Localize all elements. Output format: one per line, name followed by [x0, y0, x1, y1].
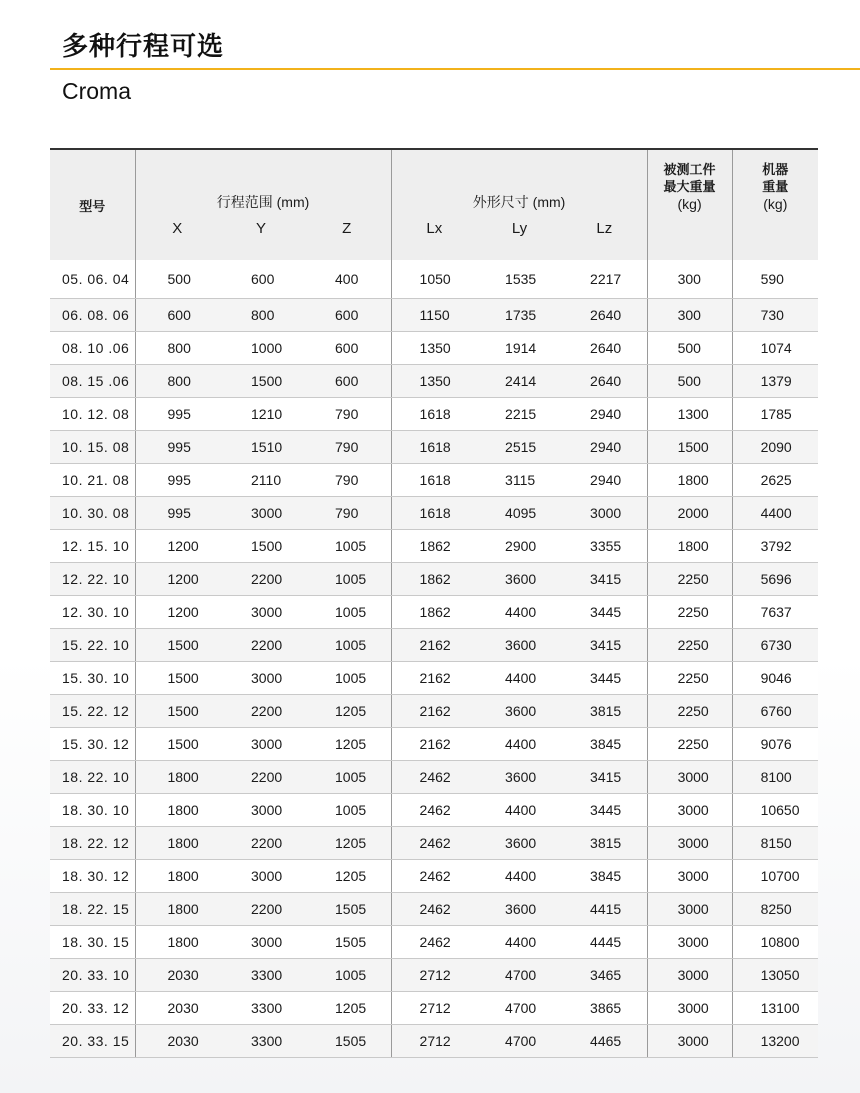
machine-weight-header — [732, 149, 818, 260]
dim-lx-cell: 2462 — [391, 827, 477, 860]
dim-lz-cell: 3445 — [562, 794, 647, 827]
model-cell: 18. 30. 12 — [50, 860, 135, 893]
travel-y-header: Y — [219, 212, 303, 260]
machine-weight-cell: 3792 — [732, 530, 818, 563]
travel-x-cell: 1800 — [135, 827, 219, 860]
travel-y-cell: 2200 — [219, 761, 303, 794]
dim-ly-cell: 1914 — [477, 332, 562, 365]
travel-z-cell: 1005 — [303, 761, 391, 794]
travel-y-cell: 3300 — [219, 959, 303, 992]
travel-y-cell: 3300 — [219, 1025, 303, 1058]
table-row — [50, 1025, 818, 1058]
dim-ly-cell: 2900 — [477, 530, 562, 563]
travel-z-cell: 600 — [303, 332, 391, 365]
travel-z-cell: 1205 — [303, 728, 391, 761]
dim-lz-cell: 4415 — [562, 893, 647, 926]
model-cell: 10. 21. 08 — [50, 464, 135, 497]
max-workpiece-weight-cell: 3000 — [647, 860, 732, 893]
dim-lx-cell: 2162 — [391, 695, 477, 728]
machine-weight-cell: 7637 — [732, 596, 818, 629]
dim-lz-cell: 2940 — [562, 464, 647, 497]
max-workpiece-weight-cell: 3000 — [647, 761, 732, 794]
table-row — [50, 596, 818, 629]
dim-lx-cell: 2712 — [391, 1025, 477, 1058]
dim-lz-cell: 2640 — [562, 299, 647, 332]
dim-ly-cell: 4400 — [477, 728, 562, 761]
travel-y-cell: 600 — [219, 260, 303, 299]
dim-lz-cell: 3815 — [562, 827, 647, 860]
dim-ly-cell: 4400 — [477, 662, 562, 695]
dim-ly-cell: 3600 — [477, 563, 562, 596]
travel-y-cell: 3000 — [219, 794, 303, 827]
table-header-row — [50, 149, 818, 212]
dim-lx-cell: 2712 — [391, 959, 477, 992]
machine-header-line1: 机器 — [762, 163, 789, 178]
travel-z-cell: 790 — [303, 431, 391, 464]
max-workpiece-weight-cell: 300 — [647, 299, 732, 332]
machine-weight-cell: 13200 — [732, 1025, 818, 1058]
dim-lx-cell: 2712 — [391, 992, 477, 1025]
travel-z-cell: 790 — [303, 497, 391, 530]
travel-z-cell: 1005 — [303, 794, 391, 827]
dim-ly-cell: 3600 — [477, 827, 562, 860]
dim-ly-cell: 4700 — [477, 1025, 562, 1058]
travel-y-cell: 3000 — [219, 926, 303, 959]
dim-ly-cell: 4400 — [477, 860, 562, 893]
max-workpiece-weight-cell: 3000 — [647, 1025, 732, 1058]
model-cell: 20. 33. 15 — [50, 1025, 135, 1058]
max-workpiece-weight-header — [647, 149, 732, 260]
dim-lz-cell: 3845 — [562, 860, 647, 893]
travel-y-cell: 3000 — [219, 596, 303, 629]
table-row — [50, 497, 818, 530]
dimensions-header: 外形尺寸 (mm) — [391, 149, 647, 212]
model-cell: 18. 22. 10 — [50, 761, 135, 794]
machine-weight-cell: 9076 — [732, 728, 818, 761]
table-row — [50, 332, 818, 365]
machine-header-line2: 重量 — [762, 180, 789, 195]
travel-z-cell: 400 — [303, 260, 391, 299]
travel-x-cell: 800 — [135, 332, 219, 365]
dim-ly-cell: 3600 — [477, 893, 562, 926]
max-workpiece-weight-cell: 2250 — [647, 695, 732, 728]
travel-y-cell: 1510 — [219, 431, 303, 464]
travel-y-cell: 3000 — [219, 860, 303, 893]
dim-lx-cell: 1350 — [391, 365, 477, 398]
model-cell: 12. 15. 10 — [50, 530, 135, 563]
max-workpiece-weight-cell: 2250 — [647, 728, 732, 761]
model-cell: 15. 30. 12 — [50, 728, 135, 761]
dim-lx-cell: 2462 — [391, 893, 477, 926]
table-row — [50, 563, 818, 596]
model-cell: 10. 30. 08 — [50, 497, 135, 530]
dim-lx-cell: 2162 — [391, 662, 477, 695]
machine-weight-cell: 4400 — [732, 497, 818, 530]
dim-lz-header: Lz — [562, 212, 647, 260]
dim-ly-cell: 4400 — [477, 926, 562, 959]
model-cell: 18. 22. 15 — [50, 893, 135, 926]
dim-ly-cell: 1535 — [477, 260, 562, 299]
dim-ly-cell: 3115 — [477, 464, 562, 497]
dim-ly-cell: 4400 — [477, 794, 562, 827]
dim-lz-cell: 3000 — [562, 497, 647, 530]
dim-lx-cell: 1618 — [391, 497, 477, 530]
table-row — [50, 260, 818, 299]
model-cell: 06. 08. 06 — [50, 299, 135, 332]
machine-weight-cell: 10650 — [732, 794, 818, 827]
max-workpiece-weight-cell: 3000 — [647, 794, 732, 827]
travel-x-cell: 1200 — [135, 530, 219, 563]
model-cell: 15. 22. 12 — [50, 695, 135, 728]
model-cell: 12. 30. 10 — [50, 596, 135, 629]
dim-lx-cell: 1050 — [391, 260, 477, 299]
machine-weight-cell: 6730 — [732, 629, 818, 662]
travel-x-cell: 995 — [135, 398, 219, 431]
travel-x-cell: 995 — [135, 497, 219, 530]
travel-z-cell: 1005 — [303, 629, 391, 662]
machine-weight-cell: 5696 — [732, 563, 818, 596]
table-row — [50, 827, 818, 860]
max-workpiece-weight-cell: 1300 — [647, 398, 732, 431]
travel-x-cell: 800 — [135, 365, 219, 398]
model-cell: 12. 22. 10 — [50, 563, 135, 596]
travel-z-cell: 1005 — [303, 596, 391, 629]
machine-weight-cell: 590 — [732, 260, 818, 299]
model-cell: 20. 33. 10 — [50, 959, 135, 992]
machine-weight-cell: 10800 — [732, 926, 818, 959]
travel-z-cell: 1005 — [303, 530, 391, 563]
workpiece-header-unit: (kg) — [677, 196, 702, 212]
travel-z-cell: 1505 — [303, 1025, 391, 1058]
dim-lz-cell: 2217 — [562, 260, 647, 299]
table-row — [50, 662, 818, 695]
dim-ly-cell: 4400 — [477, 596, 562, 629]
travel-x-cell: 1500 — [135, 662, 219, 695]
travel-z-cell: 1005 — [303, 662, 391, 695]
travel-x-cell: 1800 — [135, 761, 219, 794]
dim-lz-cell: 3445 — [562, 662, 647, 695]
max-workpiece-weight-cell: 2250 — [647, 629, 732, 662]
machine-weight-cell: 2090 — [732, 431, 818, 464]
dim-lx-cell: 1350 — [391, 332, 477, 365]
travel-z-cell: 1205 — [303, 695, 391, 728]
travel-y-cell: 3000 — [219, 728, 303, 761]
travel-y-cell: 2200 — [219, 629, 303, 662]
travel-x-cell: 2030 — [135, 959, 219, 992]
travel-x-cell: 995 — [135, 431, 219, 464]
dim-lx-cell: 2162 — [391, 728, 477, 761]
dim-lx-cell: 1618 — [391, 464, 477, 497]
travel-z-cell: 1005 — [303, 959, 391, 992]
travel-z-cell: 1505 — [303, 893, 391, 926]
travel-y-cell: 3000 — [219, 497, 303, 530]
travel-x-cell: 1800 — [135, 893, 219, 926]
max-workpiece-weight-cell: 2250 — [647, 596, 732, 629]
max-workpiece-weight-cell: 1800 — [647, 530, 732, 563]
dim-lx-cell: 2162 — [391, 629, 477, 662]
dim-lz-cell: 2640 — [562, 332, 647, 365]
page-title: 多种行程可选 — [62, 32, 225, 62]
dim-lx-header: Lx — [391, 212, 477, 260]
model-cell: 08. 10 .06 — [50, 332, 135, 365]
travel-x-cell: 1200 — [135, 596, 219, 629]
table-row — [50, 530, 818, 563]
dim-lz-cell: 3355 — [562, 530, 647, 563]
dim-lz-cell: 2640 — [562, 365, 647, 398]
max-workpiece-weight-cell: 3000 — [647, 959, 732, 992]
machine-weight-cell: 9046 — [732, 662, 818, 695]
dim-ly-header: Ly — [477, 212, 562, 260]
model-cell: 05. 06. 04 — [50, 260, 135, 299]
model-header: 型号 — [50, 149, 135, 260]
workpiece-header-line1: 被测工件 — [663, 163, 716, 178]
travel-x-header: X — [135, 212, 219, 260]
machine-weight-cell: 1379 — [732, 365, 818, 398]
table-row — [50, 959, 818, 992]
travel-y-cell: 1500 — [219, 530, 303, 563]
max-workpiece-weight-cell: 1500 — [647, 431, 732, 464]
dim-ly-cell: 4700 — [477, 992, 562, 1025]
table-row — [50, 629, 818, 662]
travel-z-cell: 1205 — [303, 827, 391, 860]
travel-x-cell: 2030 — [135, 1025, 219, 1058]
workpiece-header-line2: 最大重量 — [663, 180, 716, 195]
dim-lx-cell: 1862 — [391, 596, 477, 629]
max-workpiece-weight-cell: 2250 — [647, 563, 732, 596]
travel-y-cell: 2200 — [219, 563, 303, 596]
max-workpiece-weight-cell: 1800 — [647, 464, 732, 497]
max-workpiece-weight-cell: 500 — [647, 332, 732, 365]
travel-z-cell: 600 — [303, 365, 391, 398]
dim-lz-cell: 2940 — [562, 431, 647, 464]
travel-x-cell: 600 — [135, 299, 219, 332]
travel-x-cell: 1800 — [135, 860, 219, 893]
table-row — [50, 893, 818, 926]
travel-z-header: Z — [303, 212, 391, 260]
table-row — [50, 365, 818, 398]
dim-lz-cell: 3845 — [562, 728, 647, 761]
dim-ly-cell: 2515 — [477, 431, 562, 464]
dim-lz-cell: 4465 — [562, 1025, 647, 1058]
model-cell: 15. 22. 10 — [50, 629, 135, 662]
travel-y-cell: 1000 — [219, 332, 303, 365]
dim-ly-cell: 3600 — [477, 629, 562, 662]
dim-lx-cell: 2462 — [391, 794, 477, 827]
machine-weight-cell: 13050 — [732, 959, 818, 992]
table-body — [50, 260, 818, 1058]
dim-ly-cell: 2414 — [477, 365, 562, 398]
dim-lx-cell: 1618 — [391, 398, 477, 431]
travel-y-cell: 2200 — [219, 893, 303, 926]
travel-z-cell: 1205 — [303, 860, 391, 893]
machine-weight-cell: 8150 — [732, 827, 818, 860]
model-cell: 08. 15 .06 — [50, 365, 135, 398]
machine-weight-cell: 10700 — [732, 860, 818, 893]
table-row — [50, 431, 818, 464]
product-name: Croma — [62, 78, 132, 104]
dim-lx-cell: 2462 — [391, 860, 477, 893]
travel-x-cell: 2030 — [135, 992, 219, 1025]
table-row — [50, 860, 818, 893]
max-workpiece-weight-cell: 3000 — [647, 992, 732, 1025]
travel-y-cell: 2200 — [219, 827, 303, 860]
dim-lx-cell: 1618 — [391, 431, 477, 464]
table-row — [50, 926, 818, 959]
machine-weight-cell: 1785 — [732, 398, 818, 431]
travel-y-cell: 1500 — [219, 365, 303, 398]
dim-lz-cell: 3415 — [562, 761, 647, 794]
model-cell: 10. 12. 08 — [50, 398, 135, 431]
travel-y-cell: 2200 — [219, 695, 303, 728]
travel-y-cell: 3000 — [219, 662, 303, 695]
machine-weight-cell: 1074 — [732, 332, 818, 365]
travel-x-cell: 1800 — [135, 926, 219, 959]
machine-weight-cell: 8100 — [732, 761, 818, 794]
machine-weight-cell: 6760 — [732, 695, 818, 728]
max-workpiece-weight-cell: 300 — [647, 260, 732, 299]
dim-lx-cell: 2462 — [391, 926, 477, 959]
table-row — [50, 464, 818, 497]
spec-table — [50, 148, 818, 1058]
travel-range-header: 行程范围 (mm) — [135, 149, 391, 212]
travel-y-cell: 3300 — [219, 992, 303, 1025]
travel-x-cell: 995 — [135, 464, 219, 497]
max-workpiece-weight-cell: 500 — [647, 365, 732, 398]
dim-lx-cell: 1862 — [391, 530, 477, 563]
travel-z-cell: 790 — [303, 464, 391, 497]
model-cell: 18. 22. 12 — [50, 827, 135, 860]
dim-lz-cell: 4445 — [562, 926, 647, 959]
table-row — [50, 794, 818, 827]
travel-y-cell: 1210 — [219, 398, 303, 431]
dim-lz-cell: 3865 — [562, 992, 647, 1025]
travel-x-cell: 1500 — [135, 728, 219, 761]
max-workpiece-weight-cell: 2000 — [647, 497, 732, 530]
dim-ly-cell: 2215 — [477, 398, 562, 431]
dim-lz-cell: 3815 — [562, 695, 647, 728]
dim-lx-cell: 1862 — [391, 563, 477, 596]
dim-ly-cell: 3600 — [477, 761, 562, 794]
dim-ly-cell: 3600 — [477, 695, 562, 728]
machine-header-unit: (kg) — [763, 196, 788, 212]
travel-x-cell: 1800 — [135, 794, 219, 827]
dim-lx-cell: 1150 — [391, 299, 477, 332]
max-workpiece-weight-cell: 3000 — [647, 926, 732, 959]
table-row — [50, 299, 818, 332]
table-row — [50, 398, 818, 431]
dim-lx-cell: 2462 — [391, 761, 477, 794]
dim-ly-cell: 1735 — [477, 299, 562, 332]
table-row — [50, 695, 818, 728]
model-cell: 15. 30. 10 — [50, 662, 135, 695]
travel-z-cell: 600 — [303, 299, 391, 332]
dim-lz-cell: 3415 — [562, 629, 647, 662]
dim-lz-cell: 3465 — [562, 959, 647, 992]
machine-weight-cell: 8250 — [732, 893, 818, 926]
dim-lz-cell: 3445 — [562, 596, 647, 629]
travel-z-cell: 1005 — [303, 563, 391, 596]
dim-lz-cell: 3415 — [562, 563, 647, 596]
dim-lz-cell: 2940 — [562, 398, 647, 431]
dim-ly-cell: 4095 — [477, 497, 562, 530]
model-cell: 20. 33. 12 — [50, 992, 135, 1025]
table-row — [50, 992, 818, 1025]
travel-x-cell: 1500 — [135, 695, 219, 728]
machine-weight-cell: 2625 — [732, 464, 818, 497]
travel-z-cell: 1505 — [303, 926, 391, 959]
travel-x-cell: 1200 — [135, 563, 219, 596]
max-workpiece-weight-cell: 3000 — [647, 827, 732, 860]
model-cell: 10. 15. 08 — [50, 431, 135, 464]
table-row — [50, 761, 818, 794]
table-row — [50, 728, 818, 761]
model-cell: 18. 30. 10 — [50, 794, 135, 827]
machine-weight-cell: 13100 — [732, 992, 818, 1025]
travel-x-cell: 500 — [135, 260, 219, 299]
travel-z-cell: 1205 — [303, 992, 391, 1025]
model-cell: 18. 30. 15 — [50, 926, 135, 959]
title-accent-rule — [50, 68, 860, 70]
travel-y-cell: 2110 — [219, 464, 303, 497]
travel-z-cell: 790 — [303, 398, 391, 431]
travel-x-cell: 1500 — [135, 629, 219, 662]
travel-y-cell: 800 — [219, 299, 303, 332]
max-workpiece-weight-cell: 2250 — [647, 662, 732, 695]
max-workpiece-weight-cell: 3000 — [647, 893, 732, 926]
dim-ly-cell: 4700 — [477, 959, 562, 992]
machine-weight-cell: 730 — [732, 299, 818, 332]
